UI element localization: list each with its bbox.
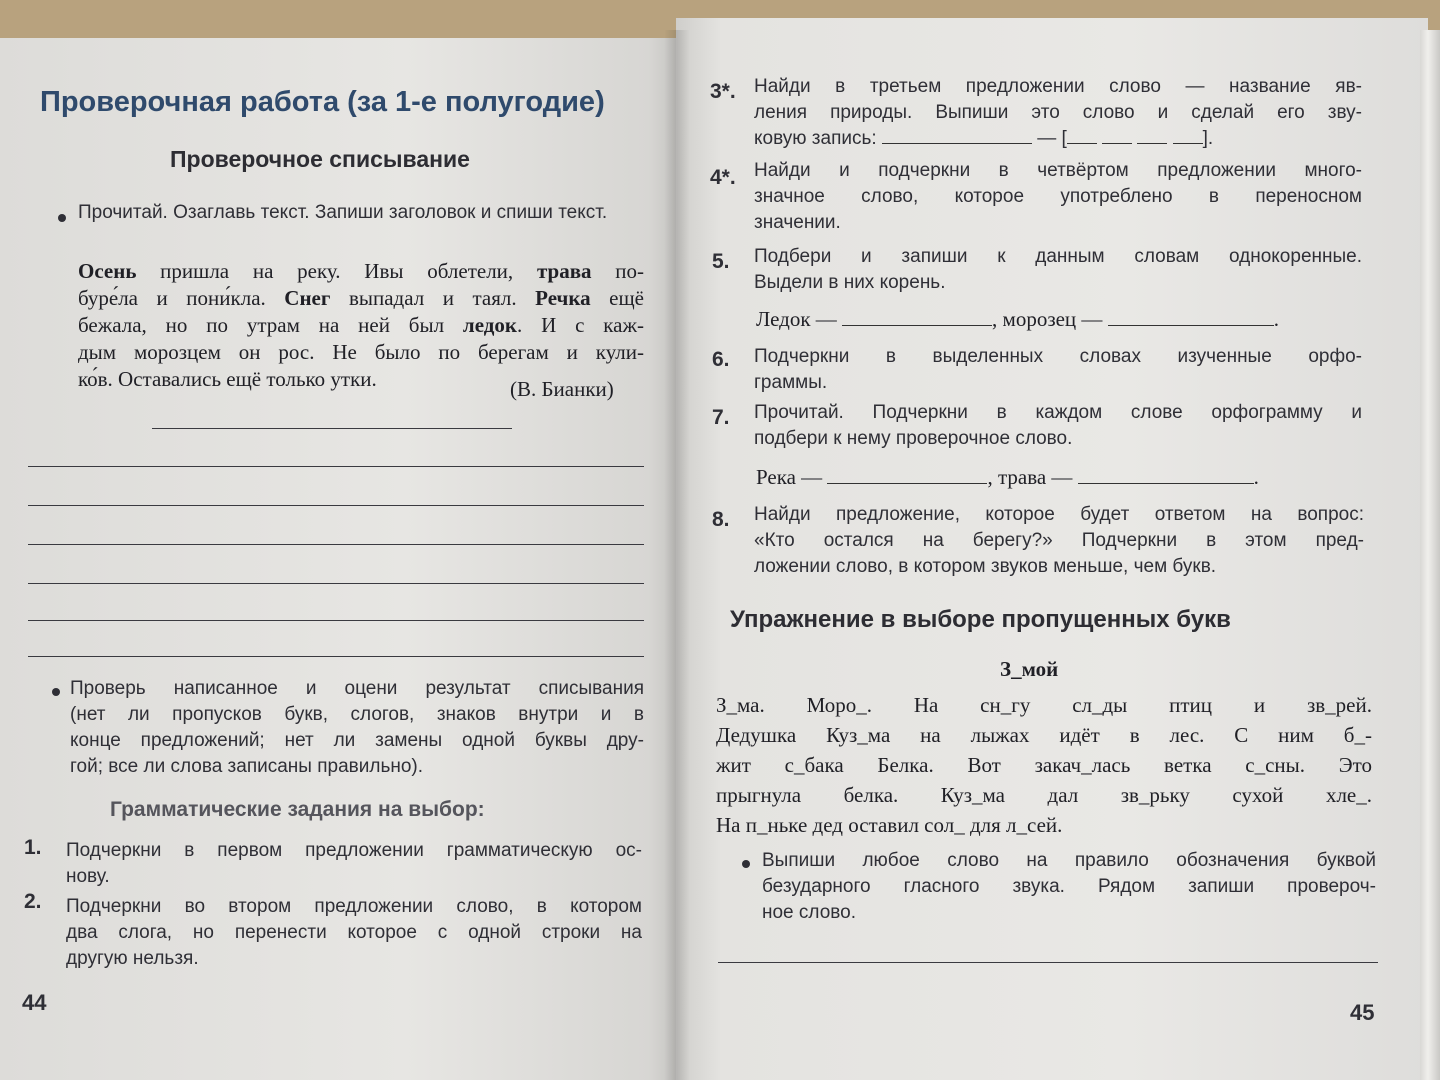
task-text — [66, 894, 642, 972]
writing-line[interactable] — [28, 505, 644, 506]
bullet-icon — [52, 688, 60, 696]
exercise-title: З_мой — [1000, 657, 1059, 681]
check-instruction — [70, 676, 644, 780]
page-number-right: 45 — [1350, 1000, 1375, 1025]
writing-line[interactable] — [28, 544, 644, 545]
answer-blank[interactable] — [882, 142, 1032, 144]
task-number: 7. — [712, 406, 730, 429]
text-line: Найди предложение, которое будет ответом на вопрос: — [754, 504, 1364, 525]
text-line: другую нельзя. — [66, 948, 199, 969]
answer-blank[interactable] — [1137, 142, 1167, 144]
task-number: 1. — [24, 836, 42, 859]
section-heading: Проверочное списывание — [170, 146, 470, 172]
task-number: 3*. — [710, 80, 736, 103]
writing-line[interactable] — [28, 583, 644, 584]
answer-blank[interactable] — [1108, 324, 1274, 326]
text-line: прыгнула белка. Куз_ма дал зв_рьку сухой хле_. — [716, 783, 1372, 807]
word-pairs-task7: Река — , трава — . — [756, 465, 1259, 489]
page-title: Проверочная работа (за 1-е полугодие) — [40, 86, 605, 118]
text-line: Подчеркни в выделенных словах изученные орфо- — [754, 346, 1362, 367]
answer-blank[interactable] — [1173, 142, 1203, 144]
text-line: З_ма. Моро_. На сн_гу сл_ды птиц и зв_рей. — [716, 693, 1372, 717]
bullet-icon — [58, 214, 66, 222]
task-text — [754, 344, 1362, 396]
text-line: Прочитай. Подчеркни в каждом слове орфограмму и — [754, 402, 1362, 423]
text-line: Выпиши любое слово на правило обозначения буквой — [762, 850, 1376, 871]
text-line: Подчеркни во втором предложении слово, в котором — [66, 896, 642, 917]
text-line: значении. — [754, 212, 841, 233]
task-number: 5. — [712, 250, 730, 273]
task-number: 6. — [712, 348, 730, 371]
bullet-icon — [742, 860, 750, 868]
text-line: нову. — [66, 866, 110, 887]
writing-line[interactable] — [28, 466, 644, 467]
task-text — [754, 502, 1364, 580]
task-text — [754, 244, 1362, 296]
text-line: Подчеркни в первом предложении грамматическую ос- — [66, 840, 642, 861]
task-text — [754, 400, 1362, 452]
answer-blank[interactable] — [827, 482, 987, 484]
writing-line[interactable] — [28, 656, 644, 657]
copy-text-line: ко́в. Оставались ещё только утки. — [78, 367, 377, 391]
title-writing-line[interactable] — [152, 428, 512, 429]
text-line: гой; все ли слова записаны правильно). — [70, 756, 424, 777]
task-text — [754, 158, 1362, 236]
answer-blank[interactable] — [1102, 142, 1132, 144]
text-line: два слога, но перенести которое с одной строки на — [66, 922, 642, 943]
text-line: «Кто остался на берегу?» Подчеркни в этом пред- — [754, 530, 1364, 551]
copy-text — [78, 258, 644, 393]
text-line: ложении слово, в котором звуков меньше, чем букв. — [754, 556, 1217, 577]
writing-line[interactable] — [718, 962, 1378, 963]
answer-blank[interactable] — [842, 324, 992, 326]
answer-blank[interactable] — [1067, 142, 1097, 144]
final-instruction — [762, 848, 1376, 926]
text-line: жит с_бака Белка. Вот закач_лась ветка с_сны. Это — [716, 753, 1372, 777]
exercise-heading: Упражнение в выборе пропущенных букв — [730, 606, 1231, 633]
copy-text-line: буре́ла и пони́кла. Снег выпадал и таял. Речка ещё — [78, 286, 644, 310]
task-text — [754, 74, 1362, 152]
text-line: ления природы. Выпиши это слово и сделай его зву- — [754, 102, 1362, 123]
copy-text-line: Осень пришла на реку. Ивы облетели, трава по- — [78, 259, 645, 283]
text-line: Подбери и запиши к данным словам однокоренные. — [754, 246, 1362, 267]
answer-blank[interactable] — [1078, 482, 1254, 484]
text-line: граммы. — [754, 372, 828, 393]
task-text — [66, 838, 642, 890]
page-number-left: 44 — [22, 990, 47, 1015]
writing-line[interactable] — [28, 620, 644, 621]
text-line: ковую запись: — [ ]. — [754, 128, 1214, 149]
text-line: (нет ли пропусков букв, слогов, знаков внутри и в — [70, 704, 644, 725]
copy-text-line: дым морозцем он рос. Не было по берегам и кули- — [78, 340, 644, 364]
book-gutter — [664, 30, 690, 1080]
author-credit: (В. Бианки) — [510, 377, 614, 401]
text-line: безударного гласного звука. Рядом запиши провероч- — [762, 876, 1376, 897]
task-number: 2. — [24, 890, 42, 913]
exercise-text — [716, 690, 1372, 840]
text-line: Выдели в них корень. — [754, 272, 946, 293]
copy-text-line: бежала, но по утрам на ней был ледок. И с каж- — [78, 313, 644, 337]
grammar-heading: Грамматические задания на выбор: — [110, 798, 485, 821]
text-line: Проверь написанное и оцени результат списывания — [70, 678, 644, 699]
text-line: конце предложений; нет ли замены одной буквы дру- — [70, 730, 644, 751]
text-line: ное слово. — [762, 902, 856, 923]
page-edges — [1420, 30, 1440, 1080]
task-number: 8. — [712, 508, 730, 531]
text-line: значное слово, которое употреблено в переносном — [754, 186, 1362, 207]
text-line: На п_ньке дед оставил сол_ для л_сей. — [716, 813, 1063, 837]
word-pairs-task5: Ледок — , морозец — . — [756, 307, 1279, 331]
instruction-text: Прочитай. Озаглавь текст. Запиши заголовок и спиши текст. — [78, 202, 608, 223]
text-line: Найди и подчеркни в четвёртом предложении много- — [754, 160, 1362, 181]
text-line: Дедушка Куз_ма на лыжах идёт в лес. С ним б_- — [716, 723, 1372, 747]
task-number: 4*. — [710, 166, 736, 189]
text-line: подбери к нему проверочное слово. — [754, 428, 1073, 449]
text-line: Найди в третьем предложении слово — название яв- — [754, 76, 1362, 97]
